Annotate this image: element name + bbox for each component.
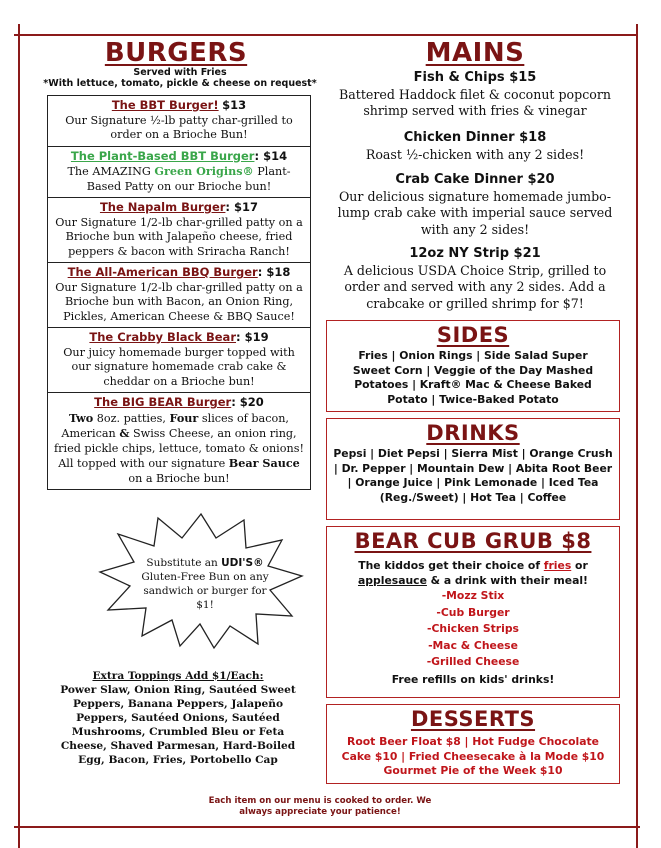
burger-price: $13 [222,98,247,112]
main-item-fish-chips [330,70,620,120]
cub-text: & a drink with their meal! [426,573,588,587]
burger-item-bbt [48,96,310,147]
desc-bold: Bear Sauce [228,456,300,470]
main-description: Our delicious signature homemade jumbo-lump crab cake with imperial sauce served with any 2 sides! [337,188,613,237]
sides-section [326,320,620,412]
burger-item-all-american [48,263,310,328]
main-item-chicken-dinner [330,130,620,163]
cub-item: -Mac & Cheese [428,638,518,652]
main-name: 12oz NY Strip $21 [409,246,541,261]
cub-item: -Chicken Strips [427,622,519,635]
burger-name: The Napalm Burger [99,200,226,214]
top-border-rule [14,34,638,36]
desc-bold: Two [69,410,94,425]
cub-text: or [571,559,588,572]
main-name: Fish & Chips $15 [413,70,537,85]
burger-price: : $18 [257,265,291,279]
burger-name: The BBT Burger! [111,98,219,112]
cub-applesauce: applesauce [358,573,427,587]
desserts-list: Root Beer Float $8 | Hot Fudge Chocolate Cake $10 | Fried Cheesecake à la Mode $10 Gourmet Pie of the Week $10 [341,735,605,777]
drinks-section [326,418,620,520]
desc-bold: Four [169,410,199,425]
bear-cub-grub-section [326,526,620,698]
cub-menu-list [327,588,619,671]
burger-description [52,411,306,487]
burgers-served-note: Served with Fries [133,67,227,78]
desc-text: Plant-Based Patty on our Brioche bun! [86,165,291,193]
burger-description: Our Signature 1/2-lb char-grilled patty on a Brioche bun with Bacon, an Onion Ring, Pickles, American Cheese & BBQ Sauce! [55,280,303,323]
star-text: Gluten-Free Bun on any sandwich or burger for $1! [141,571,269,611]
burger-description: Our Signature ½-lb patty char-grilled to order on a Brioche Bun! [65,113,293,141]
desc-text: The AMAZING [67,165,155,178]
burger-item-plant-based [48,147,310,199]
desc-text: 8oz. patties, [93,411,170,425]
desc-text: slices of bacon, American [61,411,289,440]
left-border-rule [18,24,20,848]
burger-item-big-bear [48,393,310,489]
cub-refills: Free refills on kids' drinks! [391,672,555,686]
bottom-border-rule [14,826,640,828]
udis-brand: UDI'S® [221,557,264,569]
main-description: Roast ½-chicken with any 2 sides! [365,146,585,162]
burger-description: Our juicy homemade burger topped with our signature homemade crab cake & cheddar on a Brioche bun! [63,345,295,388]
burger-name: The All-American BBQ Burger [67,265,258,279]
main-name: Chicken Dinner $18 [403,130,547,145]
green-origins-brand: Green Origins® [154,164,254,178]
desc-text: on a Brioche bun! [128,471,230,485]
cub-text: The kiddos get their choice of [358,559,544,572]
cub-fries: fries [543,559,572,572]
right-border-rule [636,24,638,848]
cub-item: -Grilled Cheese [426,655,520,668]
burger-name: The Crabby Black Bear [89,330,236,344]
drinks-list: Pepsi | Diet Pepsi | Sierra Mist | Orange Crush | Dr. Pepper | Mountain Dew | Abita Root Beer | Orange Juice | Pink Lemonade | Iced Tea (Reg./Sweet) | Hot Tea | Coffee [333,447,613,504]
extra-toppings [48,669,308,767]
sides-heading: SIDES [436,323,510,347]
main-name: Crab Cake Dinner $20 [395,172,555,187]
toppings-list: Power Slaw, Onion Ring, Sautéed Sweet Peppers, Banana Peppers, Jalapeño Peppers, Sautéed Onions, Sautéed Mushrooms, Crumbled Bleu or Feta Cheese, Shaved Parmesan, Hard-Boiled Egg, Bacon, Fries, Portobello Cap [60,684,296,766]
burger-price: : $20 [231,395,264,409]
desserts-section [326,704,620,784]
main-item-ny-strip [330,246,620,312]
burger-price: : $14 [254,148,288,163]
burger-name: The Plant-Based BBT Burger [70,148,255,163]
cub-intro [327,553,619,588]
main-description: A delicious USDA Choice Strip, grilled to order and served with any 2 sides. Add a crabcake or grilled shrimp for $7! [343,262,607,311]
cub-heading: BEAR CUB GRUB $8 [354,529,592,553]
burger-price: : $17 [225,200,259,214]
burgers-subheading [30,67,330,89]
burger-description: Our Signature 1/2-lb char-grilled patty on a Brioche bun with Jalapeño cheese, fried peppers & bacon with Sriracha Ranch! [55,215,303,258]
mains-heading: MAINS [425,38,525,68]
sides-list: Fries | Onion Rings | Side Salad Super Sweet Corn | Veggie of the Day Mashed Potatoes | Kraft® Mac & Cheese Baked Potato | Twice-Baked Potato [352,349,594,406]
cub-item: -Mozz Stix [441,589,505,602]
star-text: Substitute an [146,557,222,569]
burger-item-napalm [48,198,310,263]
main-item-crab-cake [330,172,620,238]
burger-description [52,164,306,194]
cub-item: -Cub Burger [436,605,510,619]
toppings-title: Extra Toppings Add $1/Each: [92,670,264,682]
burger-name: The BIG BEAR Burger [94,395,232,409]
desc-text: Swiss Cheese, an onion ring, fried pickle chips, lettuce, tomato & onions! All topped with our signature [54,427,304,470]
desserts-heading: DESSERTS [410,707,536,731]
burger-list [47,95,311,490]
burger-item-crabby-black-bear [48,328,310,393]
burgers-toppings-note: *With lettuce, tomato, pickle & cheese on request* [43,78,317,89]
main-description: Battered Haddock filet & coconut popcorn shrimp served with fries & vinegar [339,86,611,118]
burgers-heading: BURGERS [104,38,248,68]
desc-bold: & [119,426,130,440]
footer-note: Each item on our menu is cooked to order. We always appreciate your patience! [208,796,432,817]
gluten-free-note [136,556,274,612]
drinks-heading: DRINKS [426,421,520,445]
burger-price: : $19 [236,330,269,344]
